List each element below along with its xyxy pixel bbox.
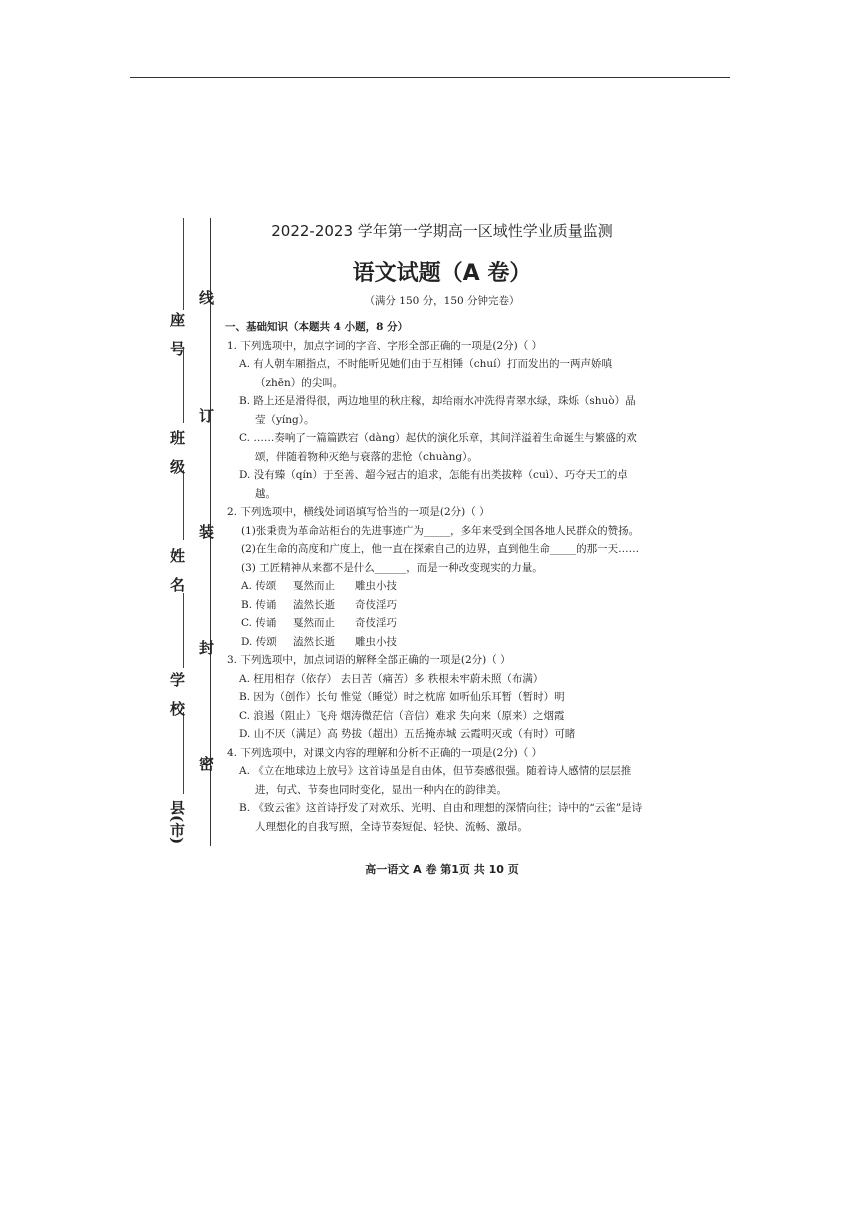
question-1-stem: 1. 下列选项中，加点字词的字音、字形全部正确的一项是(2分)（ ） xyxy=(227,339,543,352)
choice-word: D. 传颂 xyxy=(241,635,277,648)
question-1-option-a: A. 有人朝车厢指点，不时能听见她们由于互相锤（chuí）打而发出的一两声娇嗔（zhēn）的尖叫。 xyxy=(239,358,613,389)
question-2-option-c xyxy=(225,614,645,633)
name-label: 姓名 xyxy=(168,548,186,606)
question-2-sentence-3: (3) 工匠精神从来都不是什么______，而是一种改变现实的力量。 xyxy=(241,561,543,574)
question-content xyxy=(225,318,645,836)
seal-word-secret: 密 xyxy=(197,756,215,771)
choice-word: 溘然长逝 xyxy=(293,598,335,611)
question-1-option-b: B. 路上还是滑得很，两边地里的秋庄稼，却给雨水冲洗得青翠水绿，珠烁（shuò）晶莹（yíng）。 xyxy=(239,395,636,426)
question-3-option-a: A. 枉用相存（依存） 去日苦（痛苦）多 秩根未牢蔚未照（布满） xyxy=(239,672,544,685)
top-rule xyxy=(130,77,730,78)
question-4-option-b: B. 《致云雀》这首诗抒发了对欢乐、光明、自由和理想的深情向往；诗中的“云雀”是诗人理想化的自我写照，全诗节奏短促、轻快、流畅、激昂。 xyxy=(239,802,643,833)
exam-note: （满分 150 分，150 分钟完卷） xyxy=(364,295,520,307)
question-2-stem: 2. 下列选项中，横线处词语填写恰当的一项是(2分)（ ） xyxy=(227,506,490,518)
choice-word: A. 传颂 xyxy=(241,580,277,592)
question-2-option-a xyxy=(225,577,645,596)
choice-word: 雕虫小技 xyxy=(355,635,397,648)
choice-word: 奇伎淫巧 xyxy=(355,598,397,611)
choice-word: C. 传诵 xyxy=(241,617,277,629)
exam-title: 2022-2023 学年第一学期高一区域性学业质量监测 xyxy=(271,222,613,240)
question-1-option-d: D. 没有臻（qín）于至善、超今冠古的追求，怎能有出类拔粹（cuì）、巧夺天工的卓越。 xyxy=(239,469,628,500)
seal-word-install: 装 xyxy=(197,524,215,539)
choice-word: 奇伎淫巧 xyxy=(355,617,397,629)
seal-word-line: 线 xyxy=(197,290,215,305)
section-heading: 一、基础知识（本题共 4 小题，8 分） xyxy=(225,321,409,333)
choice-word: 雕虫小技 xyxy=(355,580,397,592)
question-2-sentence-2: (2)在生命的高度和广度上，他一直在探索自己的边界，直到他生命_____的那一天…… xyxy=(241,543,640,555)
choice-word: B. 传诵 xyxy=(241,598,277,611)
question-4-stem: 4. 下列选项中，对课文内容的理解和分析不正确的一项是(2分)（ ） xyxy=(227,746,543,759)
question-2-option-d xyxy=(225,633,645,652)
question-3-option-c: C. 浪遏（阻止）飞舟 烟涛微茫信（音信）难求 失向来（原来）之烟霞 xyxy=(239,709,565,722)
subject-title: 语文试题（A 卷） xyxy=(352,261,532,286)
seat-number-label: 座号 xyxy=(168,312,186,370)
county-label: 县(市) xyxy=(168,800,186,845)
seal-word-bind: 订 xyxy=(197,408,215,423)
question-1-option-c: C. ……奏响了一篇篇跌宕（dàng）起伏的演化乐章，其间洋溢着生命诞生与繁盛的欢颂，伴随着物种灭绝与衰落的悲怆（chuàng）。 xyxy=(239,432,637,463)
question-3-stem: 3. 下列选项中，加点词语的解释全部正确的一项是(2分)（ ） xyxy=(227,654,511,666)
class-label: 班级 xyxy=(168,430,186,488)
question-2-option-b xyxy=(225,596,645,615)
question-3-option-d: D. 山不厌（满足）高 势拔（超出）五岳掩赤城 云霞明灭或（有时）可睹 xyxy=(239,728,576,740)
choice-word: 溘然长逝 xyxy=(293,635,335,648)
choice-word: 戛然而止 xyxy=(293,617,335,629)
choice-word: 戛然而止 xyxy=(293,580,335,592)
seal-word-seal: 封 xyxy=(197,640,215,655)
question-4-option-a: A. 《立在地球边上放号》这首诗虽是自由体，但节奏感很强。随着诗人感情的层层推进，句式、节奏也同时变化，显出一种内在的韵律美。 xyxy=(239,765,632,796)
page-footer: 高一语文 A 卷 第1页 共 10 页 xyxy=(365,863,519,876)
seat-number-line xyxy=(183,218,184,310)
question-2-sentence-1: (1)张秉贵为革命站柜台的先进事迹广为_____，多年来受到全国各地人民群众的赞扬。 xyxy=(241,524,640,537)
question-3-option-b: B. 因为（创作）长句 惟觉（睡觉）时之枕席 如听仙乐耳暂（暂时）明 xyxy=(239,691,565,703)
school-label: 学校 xyxy=(168,672,186,730)
